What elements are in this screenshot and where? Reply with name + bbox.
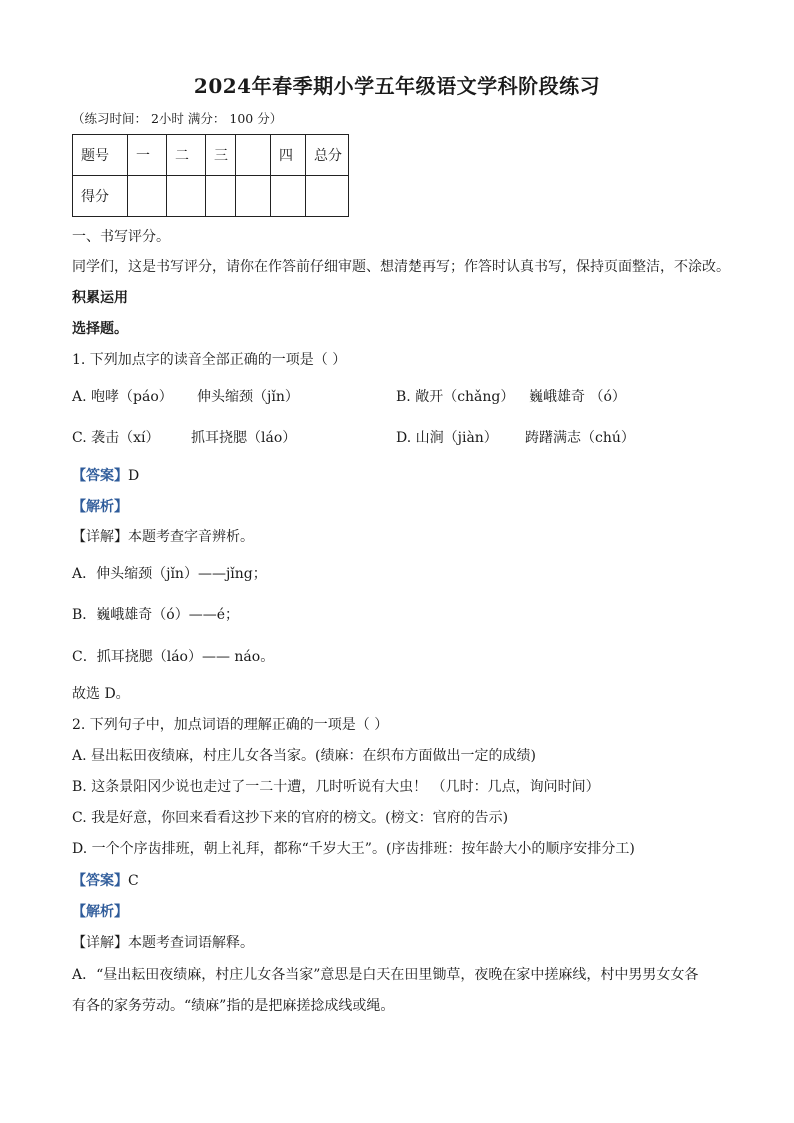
section1-text: 同学们，这是书写评分，请你在作答前仔细审题、想清楚再写；作答时认真书写，保持页面整洁，不涂改。 <box>72 259 730 275</box>
table-cell <box>236 176 271 217</box>
q2-detail <box>72 934 254 952</box>
detail-tag: 【详解】 <box>72 529 128 545</box>
table-cell: 二 <box>167 135 206 176</box>
q2-answer <box>72 872 139 890</box>
score-table <box>72 134 349 217</box>
section1-heading: 一、书写评分。 <box>72 229 170 245</box>
detail-text: 本题考查字音辨析。 <box>128 529 254 545</box>
q2-analysis-tag: 【解析】 <box>72 904 128 920</box>
heading-accumulate: 积累运用 <box>72 290 128 306</box>
q1-option-b-2: 巍峨雄奇 （ó） <box>529 389 626 405</box>
table-cell <box>236 135 271 176</box>
table-cell <box>167 176 206 217</box>
table-cell: 三 <box>206 135 236 176</box>
table-cell <box>206 176 236 217</box>
table-cell: 四 <box>271 135 306 176</box>
table-cell <box>306 176 349 217</box>
q1-option-c-2: 抓耳挠腮（láo） <box>191 430 297 446</box>
table-cell: 总分 <box>306 135 349 176</box>
detail-text: 本题考查词语解释。 <box>128 935 254 951</box>
table-cell: 一 <box>128 135 167 176</box>
q1-option-c-1: C. 袭击（xí） <box>72 430 160 446</box>
page-title: 2024年春季期小学五年级语文学科阶段练习 <box>193 74 601 98</box>
answer-value: D <box>128 468 140 484</box>
table-cell: 题号 <box>73 135 128 176</box>
table-cell <box>128 176 167 217</box>
q1-detail <box>72 528 254 546</box>
q2-paragraph-1: A．“昼出耘田夜绩麻，村庄儿女各当家”意思是白天在田里锄草，夜晚在家中搓麻线，村中男男女女各 <box>72 967 699 983</box>
q1-explain-c: C．抓耳挠腮（láo）—— náo。 <box>72 649 275 665</box>
q2-option-c: C. 我是好意，你回来看看这抄下来的官府的榜文。(榜文：官府的告示) <box>72 810 509 826</box>
table-cell: 得分 <box>73 176 128 217</box>
q1-explain-b: B．巍峨雄奇（ó）——é； <box>72 607 240 623</box>
table-row <box>73 176 349 217</box>
q1-conclusion: 故选 D。 <box>72 686 130 702</box>
q1-stem: 1. 下列加点字的读音全部正确的一项是（ ） <box>72 352 347 368</box>
exam-meta: （练习时间： 2小时 满分： 100 分） <box>72 111 283 126</box>
answer-value: C <box>128 873 139 889</box>
answer-tag: 【答案】 <box>72 468 128 484</box>
heading-choice: 选择题。 <box>72 321 128 337</box>
table-row <box>73 135 349 176</box>
answer-tag: 【答案】 <box>72 873 128 889</box>
q1-explain-a: A．伸头缩颈（jǐn）——jǐng； <box>72 566 267 582</box>
q2-stem: 2. 下列句子中，加点词语的理解正确的一项是（ ） <box>72 717 389 733</box>
q1-option-b-1: B. 敞开（chǎng） <box>396 389 515 405</box>
q1-analysis-tag: 【解析】 <box>72 499 128 515</box>
q2-option-d: D. 一个个序齿排班，朝上礼拜，都称“千岁大王”。(序齿排班：按年龄大小的顺序安排分工) <box>72 841 635 857</box>
q1-option-a-2: 伸头缩颈（jǐn） <box>197 389 299 405</box>
detail-tag: 【详解】 <box>72 935 128 951</box>
q1-option-d-1: D. 山涧（jiàn） <box>396 430 498 446</box>
q1-option-d-2: 踌躇满志（chú） <box>525 430 635 446</box>
table-cell <box>271 176 306 217</box>
q2-paragraph-2: 有各的家务劳动。“绩麻”指的是把麻搓捻成线或绳。 <box>72 998 395 1014</box>
q1-option-a-1: A. 咆哮（páo） <box>72 389 173 405</box>
q2-option-a: A. 昼出耘田夜绩麻，村庄儿女各当家。(绩麻：在织布方面做出一定的成绩) <box>72 748 536 764</box>
q2-option-b: B. 这条景阳冈少说也走过了一二十遭，几时听说有大虫！ （几时：几点，询问时间） <box>72 779 600 795</box>
q1-answer <box>72 467 139 485</box>
